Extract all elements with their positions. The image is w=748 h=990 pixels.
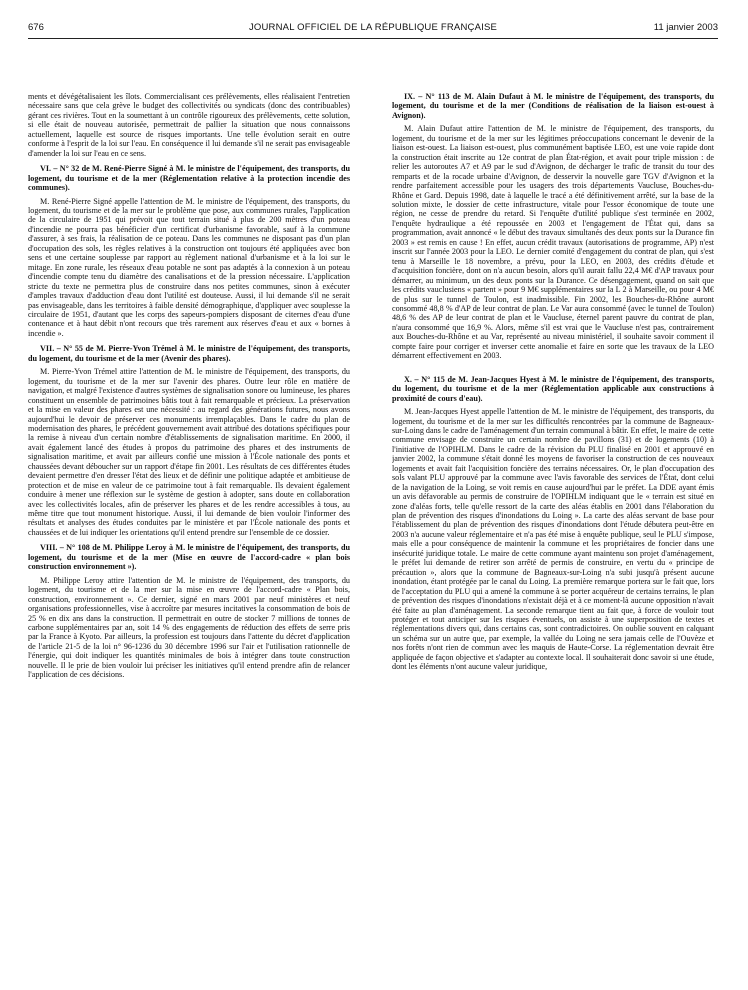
journal-title: JOURNAL OFFICIEL DE LA RÉPUBLIQUE FRANÇAISE [248,22,498,33]
continued-paragraph: ments et dévégétalisaient les îlots. Commercialisant ces prélèvements, elles réalisaient l'entretien nécessaire sans que cela grève le budget des collectivités ou syndicats (donc des contribuables) gérant ces rivières. Tout en la soumettant à un contrôle rigoureux des prélèvements, cette solution, si elle était de nouveau autorisée, permettrait de pallier la situation que nous connaissons actuellement, laquelle est source de risques importants. Une telle évolution serait en outre conforme à l'esprit de la loi sur l'eau. En conséquence il lui demande s'il ne serait pas envisageable d'amender la loi sur l'eau en ce sens. [28,92,350,158]
question-body-viii: M. Philippe Leroy attire l'attention de M. le ministre de l'équipement, des transports, du logement, du tourisme et de la mer sur la mise en œuvre de l'accord-cadre « Plan bois, construction, environnement ». Ce dernier, signé en mars 2001 par neuf ministères et neuf organisations professionnelles, vise à accroître par mesures incitatives la consommation de bois de 25 % en dix ans dans la construction. Il permettrait en outre de stocker 7 millions de tonnes de carbone supplémentaires par an, soit 14 % des engagements de réduction des effets de serre pris par la France à Kyoto. Par ailleurs, la profession est toujours dans l'attente du décret d'application de l'article 21-5 de la loi n° 96-1236 du 30 décembre 1996 sur l'air et l'utilisation rationnelle de l'énergie, qui doit indiquer les quantités minimales de bois à intégrer dans toute construction nouvelle. Il le prie de bien vouloir lui préciser les initiatives qu'il entend prendre afin de relancer l'application de ces décisions. [28,575,350,680]
question-title-ix: IX. – N° 113 de M. Alain Dufaut à M. le ministre de l'équipement, des transports, du logement, du tourisme et de la mer (Conditions de réalisation de la liaison est-ouest à Avignon). [392,92,714,120]
question-body-vi: M. René-Pierre Signé appelle l'attention de M. le ministre de l'équipement, des transports, du logement, du tourisme et de la mer sur le problème que pose, aux communes rurales, l'application de la circulaire de 1951 qui prévoit que tout terrain situé à plus de 200 mètres d'un poteau d'incendie ne pourra pas bénéficier d'un certificat d'urbanisme favorable, sauf à la commune d'assurer, à ses frais, la réalisation de ce poteau. Dans les communes ne disposant pas d'un plan d'occupation des sols, les règles relatives à la construction ont toujours été appliquées avec bon sens et une certaine souplesse par rapport au règlement national d'urbanisme et à la loi sur le mitage. En zone rurale, les réseaux d'eau potable ne sont pas adaptés à la connexion à un poteau d'incendie compte tenu du diamètre des canalisations et de la pression nécessaire. L'application stricte du texte ne permettra plus de construire dans nos petites communes, sinon à exécuter d'amples travaux d'adduction d'eau dont l'utilité est douteuse. Aussi, il lui demande s'il ne serait pas envisageable, dans les territoires à faible densité démographique, d'appliquer avec souplesse la circulaire de 1951, d'autant que les corps des sapeurs-pompiers disposant de citernes d'eau d'une contenance et à haut débit n'ont recours que très rarement aux réserves d'eau et aux « bornes à incendie ». [28,196,350,338]
question-body-ix: M. Alain Dufaut attire l'attention de M. le ministre de l'équipement, des transports, du logement, du tourisme et de la mer sur les légitimes préoccupations concernant le devenir de la liaison est-ouest. La liaison est-ouest, plus communément baptisée LEO, est une voie rapide dont la construction était inscrite au 12e contrat de plan État-région, et avait pour triple mission : de relier les autoroutes A7 et A9 par le sud d'Avignon, de décharger le trafic de transit du tour des remparts et de la rocade urbaine d'Avignon, de desservir la nouvelle gare TGV d'Avignon et la rendre parfaitement accessible pour les usagers des trois départements Vaucluse, Bouches-du-Rhône et Gard. Depuis 1998, date à laquelle le tracé a été définitivement arrêté, sur la base de la solution mixte, le dossier de cette infrastructure, vitale pour l'essor économique de toute une région, ne cesse de prendre du retard. Si l'enquête d'utilité publique s'est terminée en 2002, l'enquête hydraulique a été repoussée en 2003 et l'engagement de l'État qui, dans sa programmation, avait annoncé « le début des travaux simultanés des deux ponts sur la Durance fin 2003 » est remis en cause ! En effet, aucun crédit travaux (autorisations de programme, AP) n'est inscrit sur l'année 2003 pour la LEO. Le dernier comité d'engagement du contrat de plan, qui s'est tenu à Marseille le 18 novembre, a prévu, pour la LEO, en 2003, des crédits d'étude et d'acquisition foncière, dont on n'a aucun besoin, alors qu'il aurait fallu 22,4 M€ d'AP travaux pour démarrer, au minimum, un des deux ponts sur la Durance. Ce désengagement, quand on sait que les crédits vauclusiens « partent » pour 9 M€ supplémentaires sur la L 2 à Marseille, ou pour 4 M€ de plus sur le tunnel de Toulon, est inadmissible. Fin 2002, les Bouches-du-Rhône auront consommé 48,8 % d'AP de leur contrat de plan. Le Var aura consommé (avec le tunnel de Toulon) 48,6 % des AP de leur contrat de plan et le Vaucluse, éternel parent pauvre du contrat de plan, n'aura consommé que 16,9 %. Alors, même s'il est vrai que le Vaucluse n'est pas, contrairement aux Bouches-du-Rhône et au Var, représenté au niveau ministériel, il souhaite savoir comment il compte faire pour corriger et inverser cette anomalie et faire en sorte que les travaux de la LEO démarrent effectivement en 2003. [392,124,714,361]
page-header [28,22,718,36]
right-column [392,92,714,982]
publication-date: 11 janvier 2003 [653,22,718,33]
question-body-x: M. Jean-Jacques Hyest appelle l'attention de M. le ministre de l'équipement, des transports, du logement, du tourisme et de la mer sur les difficultés rencontrées par la commune de Bagneaux-sur-Loing dans le cadre de l'aménagement d'un terrain communal à bâtir. En effet, le maire de cette commune envisage de construire un certain nombre de pavillons (31) et de logements (10) à l'initiative de l'OPIHLM. Dans le cadre de la révision du PLU finalisé en 2001 et approuvé en janvier 2002, la commune s'était donné les moyens de favoriser la construction de ces nouveaux logements et avait fait l'acquisition foncière des terrains nécessaires. Or, le plan d'occupation des sols valant PLU approuvé par la commune avec l'avis favorable des services de l'État, dont celui de la navigation de la Loing, se voit remis en cause aujourd'hui par le préfet. La DDE ayant émis un avis défavorable au permis de construire de l'OPIHLM indiquant que le « terrain est situé en zone d'aléas forts, telle qu'elle ressort de la carte des aléas établis en 2001 dans l'élaboration du plan de prévention des risques d'inondations du Loing ». La carte des aléas servant de base pour l'établissement du plan de prévention des risques d'inondations dont l'étude débutera peut-être en 2003 n'a aucune valeur réglementaire et n'a pas été mise à enquête publique, seul le PLU s'impose, mais elle a pour conséquence de maintenir la commune et les propriétaires de foncier dans une insécurité juridique totale. Le maire de cette commune ayant maintenu son projet d'aménagement, le préfet lui demande de retirer son arrêté de permis de construire, en vertu du « principe de précaution », alors que la commune de Bagneaux-sur-Loing n'a subi jusqu'à présent aucune inondation, étant protégée par le canal du Loing. La première remarque portera sur le fait que, lors de l'acceptation du PLU qui a amené la commune à se porter acquéreur de certains terrains, le plan de prévention des risques d'inondations n'existait déjà et à ce moment-là aucune opposition n'avait été faite au plan d'aménagement. La seconde remarque tient au fait que, à force de vouloir tout protéger et tout anticiper sur les risques éventuels, on assiste à une superposition de textes et réglementations divers qui, dans certains cas, sont contradictoires. On oublie souvent en calquant un schéma sur un autre que, par exemple, la vallée du Loing ne sera jamais celle de l'Ouvèze et nos forêts n'ont rien de commun avec les maquis de Haute-Corse. La réglementation devrait être appliquée de façon objective et s'adapter au contexte local. Il souhaiterait donc savoir si une étude, dont les éléments n'ont aucune valeur juridique, [392,407,714,672]
question-title-vii: VII. – N° 55 de M. Pierre-Yvon Trémel à M. le ministre de l'équipement, des transports, du logement, du tourisme et de la mer (Avenir des phares). [28,344,350,363]
question-title-x: X. – N° 115 de M. Jean-Jacques Hyest à M. le ministre de l'équipement, des transports, du logement, du tourisme et de la mer (Réglementation applicable aux constructions à proximité de cours d'eau). [392,374,714,403]
question-title-vi: VI. – N° 32 de M. René-Pierre Signé à M. le ministre de l'équipement, des transports, du logement, du tourisme et de la mer (Réglementation relative à la protection incendie des communes). [28,164,350,193]
header-rule [28,38,718,39]
left-column [28,92,350,982]
question-title-viii: VIII. – N° 108 de M. Philippe Leroy à M. le ministre de l'équipement, des transports, du logement, du tourisme et de la mer (Mise en œuvre de l'accord-cadre « plan bois construction environnement »). [28,543,350,572]
question-body-vii: M. Pierre-Yvon Trémel attire l'attention de M. le ministre de l'équipement, des transports, du logement, du tourisme et de la mer sur l'avenir des phares. Outre leur rôle en matière de navigation, et malgré l'existence d'autres systèmes de signalisation sonore ou lumineuse, les phares constituent un ensemble de patrimoines bâtis tout à fait remarquable et précieux. La préservation et la mise en valeur des phares est une nécessité : au regard des générations futures, nous avons aujourd'hui le devoir de préserver ces monuments irremplaçables. Dans le cadre du plan de modernisation des phares, le précédent gouvernement avait attribué des dotations spécifiques pour la remise à niveau d'un certain nombre d'établissements de signalisation maritime. En 2000, il avait également lancé des études à propos du patrimoine des phares et des instruments de signalisation maritime, et avait par ailleurs confié une mission à l'École nationale des ponts et chaussées devant déboucher sur un rapport d'étape fin 2001. Les résultats de ces différentes études devaient permettre d'en dresser l'état des lieux et de définir une politique adaptée et ambitieuse de protection et de mise en valeur de ce patrimoine tout à fait remarquable. Ils devaient également conduire à mener une réflexion sur le système de gestion à adopter, sans doute en collaboration avec les collectivités locales, afin de préserver les phares et de les rendre accessibles à tous, au même titre que tout monument historique. Aussi, il lui demande de bien vouloir l'informer des résultats et analyses des études conduites par le ministère et par l'École nationale des ponts et chaussées et de lui indiquer les orientations qu'il entend prendre sur l'ensemble de ce dossier. [28,367,350,537]
page-number: 676 [28,22,44,33]
